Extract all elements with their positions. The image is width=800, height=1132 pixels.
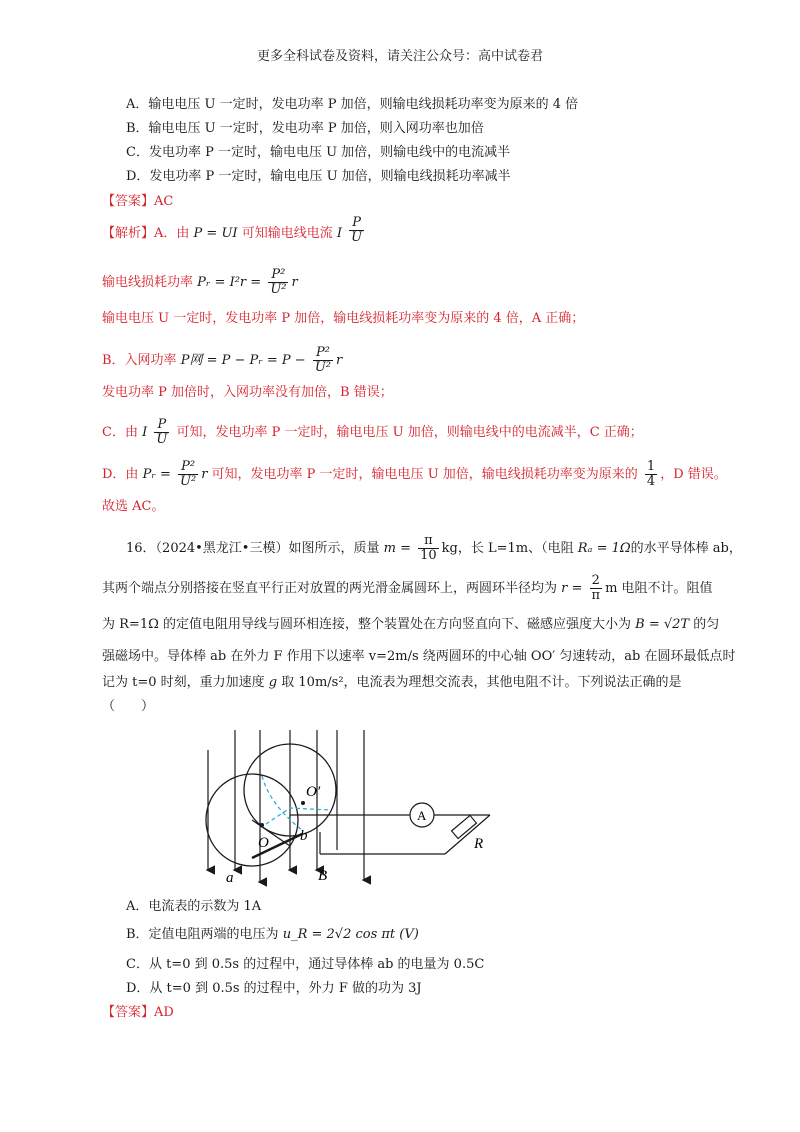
label-r: R	[474, 836, 484, 852]
formula: I	[336, 226, 342, 241]
fraction: $\frac{\text{P²}}{\text{U²}}$	[314, 345, 332, 375]
q15-loss-line	[102, 268, 298, 297]
q16-line2	[102, 574, 713, 603]
q15-option-a: A．输电电压 U 一定时，发电功率 P 加倍，则输电线损耗功率变为原来的 4 倍	[126, 97, 579, 112]
q16-answer	[102, 1004, 174, 1022]
text: 可知输电线电流	[241, 226, 333, 241]
answer-text: AC	[154, 194, 174, 209]
fraction: $\frac{P}{U}$	[351, 215, 363, 245]
label-o: O	[258, 835, 269, 851]
q16-line1	[126, 534, 742, 563]
formula: r	[201, 467, 208, 482]
q15-analysis-a	[102, 215, 367, 245]
answer-text: AD	[154, 1005, 174, 1020]
text: kg，长 L=1m、（电阻	[441, 541, 574, 556]
q16-option-c: C．从 t=0 到 0.5s 的过程中，通过导体棒 ab 的电量为 0.5C	[126, 957, 485, 972]
text: m 电阻不计。阻值	[605, 581, 713, 596]
formula: Pᵣ = I²r =	[197, 275, 262, 290]
q16-option-d: D．从 t=0 到 0.5s 的过程中，外力 F 做的功为 3J	[126, 981, 422, 996]
q15-option-d: D．发电功率 P 一定时，输电电压 U 加倍，则输电线损耗功率减半	[126, 169, 511, 184]
text: 的匀	[693, 617, 720, 632]
text: A．由	[154, 226, 190, 241]
text: 记为 t=0 时刻，重力加速度	[102, 675, 265, 690]
answer-tag: 【答案】	[102, 194, 155, 209]
formula: g	[268, 675, 278, 690]
q15-answer	[102, 193, 173, 211]
q15-final: 故选 AC。	[102, 499, 165, 514]
text: 取 10m/s²，电流表为理想交流表，其他电阻不计。下列说法正确的是	[281, 675, 682, 690]
formula: r	[291, 275, 298, 290]
q15-b-line	[102, 346, 342, 375]
formula: m =	[383, 541, 411, 556]
formula: P网 = P − Pᵣ = P −	[180, 353, 306, 368]
fraction: $\frac{2}{\pi}$	[591, 573, 601, 603]
fraction: $\frac{\text{P²}}{\text{U²}}$	[270, 267, 287, 297]
analysis-tag: 【解析】	[102, 226, 155, 241]
text: 可知，发电功率 P 一定时，输电电压 U 加倍，则输电线中的电流减半，C 正确；	[176, 425, 643, 440]
q16-line5	[102, 674, 682, 692]
label-ammeter: A	[417, 808, 427, 823]
text: D．由	[102, 467, 139, 482]
text: B．入网功率	[102, 353, 177, 368]
page-header: 更多全科试卷及资料，请关注公众号：高中试卷君	[256, 49, 543, 64]
formula: I	[142, 425, 148, 440]
answer-tag: 【答案】	[102, 1005, 155, 1020]
dashed-arc	[262, 776, 302, 830]
fraction: $\frac{\pi}{10}$	[420, 533, 437, 563]
fraction: $\frac{1}{4}$	[646, 459, 656, 489]
label-o-prime: O′	[306, 784, 321, 800]
text: ，D 错误。	[660, 467, 727, 482]
text: B．定值电阻两端的电压为	[126, 927, 279, 942]
q15-c-line	[102, 418, 643, 447]
text: 输电线损耗功率	[102, 275, 194, 290]
center-o-prime	[301, 801, 305, 805]
q15-b-conclusion: 发电功率 P 加倍时，入网功率没有加倍，B 错误；	[102, 385, 393, 400]
formula: Pᵣ =	[142, 467, 171, 482]
q15-option-b: B．输电电压 U 一定时，发电功率 P 加倍，则入网功率也加倍	[126, 121, 484, 136]
q16-option-b	[126, 926, 419, 944]
label-b: b	[300, 828, 308, 844]
text: C．由	[102, 425, 138, 440]
formula: B = √2T	[635, 617, 690, 632]
q15-d-line	[102, 460, 727, 489]
center-o	[260, 823, 264, 827]
formula: Rₐ = 1Ω	[577, 541, 631, 556]
q16-option-a: A．电流表的示数为 1A	[126, 899, 262, 914]
label-a: a	[226, 870, 234, 886]
wire	[445, 815, 490, 854]
text: 为 R=1Ω 的定值电阻用导线与圆环相连接，整个装置处在方向竖直向下、磁感应强度大小为	[102, 617, 631, 632]
q15-a-conclusion: 输电电压 U 一定时，发电功率 P 加倍，输电线损耗功率变为原来的 4 倍，A 正确；	[102, 311, 585, 326]
text: 的水平导体棒 ab，	[630, 541, 742, 556]
text: 其两个端点分别搭接在竖直平行正对放置的两光滑金属圆环上，两圆环半径均为	[102, 581, 558, 596]
q16-paren: （ ）	[102, 699, 155, 714]
formula: u_R = 2√2 cos πt (V)	[282, 927, 419, 942]
fraction: $\frac{P}{U}$	[156, 417, 168, 447]
text: 16．（2024•黑龙江•三模）如图所示，质量	[126, 541, 380, 556]
q15-option-c: C．发电功率 P 一定时，输电电压 U 加倍，则输电线中的电流减半	[126, 145, 511, 160]
label-field-b: B	[318, 868, 328, 884]
q16-line3	[102, 616, 719, 634]
physics-figure	[190, 720, 500, 892]
formula: P = UI	[193, 226, 238, 241]
q16-line4: 强磁场中。导体棒 ab 在外力 F 作用下以速率 v=2m/s 绕两圆环的中心轴 OO′ 匀速转动，ab 在圆环最低点时	[102, 649, 736, 664]
formula: r	[336, 353, 343, 368]
text: 可知，发电功率 P 一定时，输电电压 U 加倍，输电线损耗功率变为原来的	[211, 467, 638, 482]
resistor	[452, 815, 477, 838]
fraction: $\frac{\text{P²}}{\text{U²}}$	[180, 459, 197, 489]
formula: r =	[561, 581, 583, 596]
